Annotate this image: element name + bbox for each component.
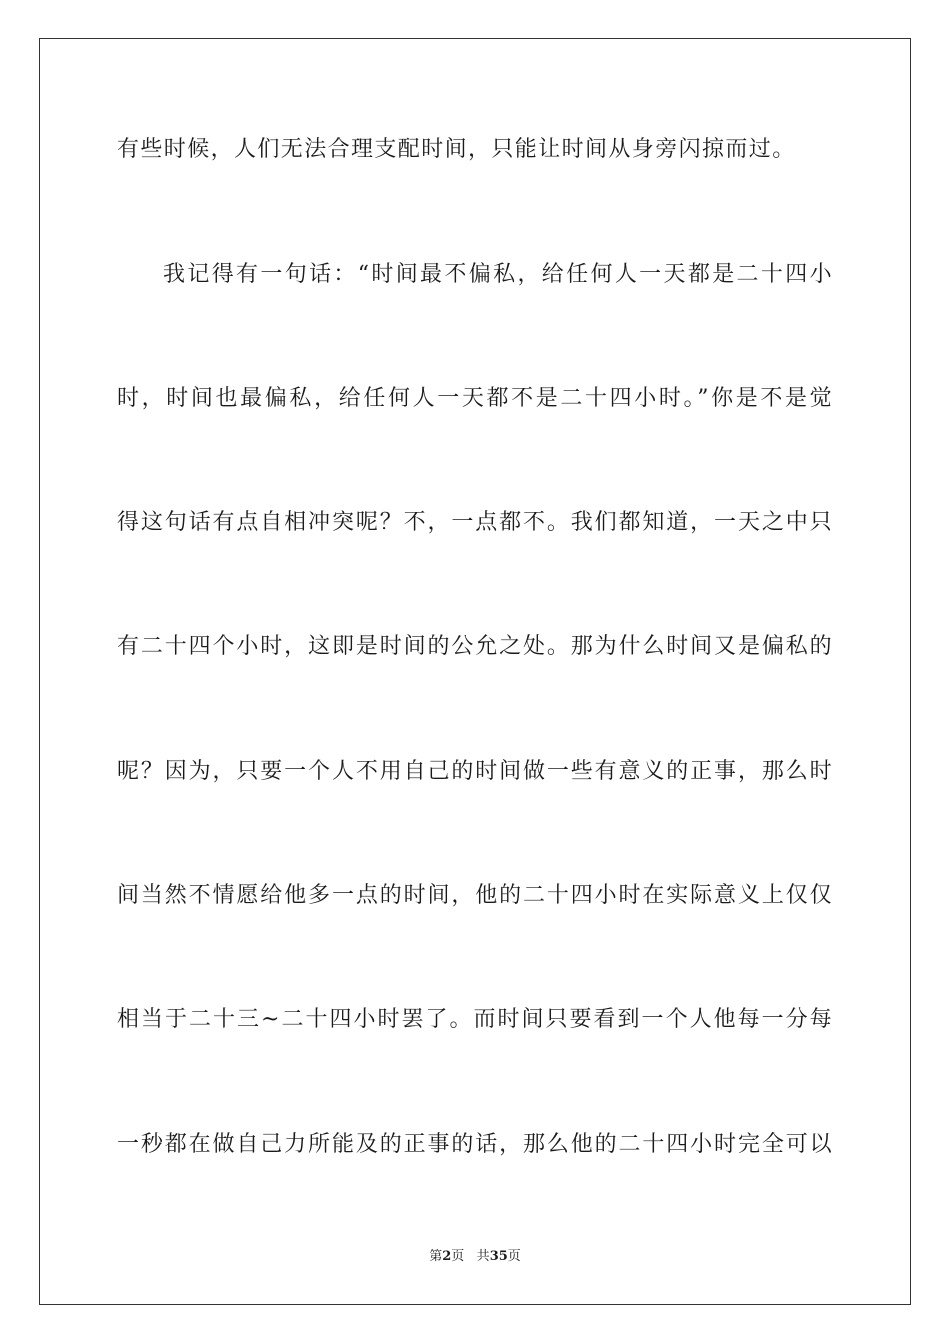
page-border bbox=[39, 38, 911, 1305]
paragraph-line: 间当然不情愿给他多一点的时间，他的二十四小时在实际意义上仅仅 bbox=[117, 883, 833, 908]
paragraph-line: 我记得有一句话：“时间最不偏私，给任何人一天都是二十四小 bbox=[163, 262, 833, 287]
paragraph-line: 相当于二十三~二十四小时罢了。而时间只要看到一个人他每一分每 bbox=[117, 1007, 833, 1032]
page-footer bbox=[0, 1248, 950, 1266]
paragraph-line: 呢？因为，只要一个人不用自己的时间做一些有意义的正事，那么时 bbox=[117, 759, 833, 784]
total-pages: 35 bbox=[489, 1249, 508, 1264]
page-prefix: 第 bbox=[429, 1249, 443, 1264]
paragraph-line: 有二十四个小时，这即是时间的公允之处。那为什么时间又是偏私的 bbox=[117, 634, 833, 659]
page-number: 2 bbox=[442, 1249, 452, 1264]
paragraph-line: 时，时间也最偏私，给任何人一天都不是二十四小时。”你是不是觉 bbox=[117, 386, 833, 411]
paragraph-line: 一秒都在做自己力所能及的正事的话，那么他的二十四小时完全可以 bbox=[117, 1132, 833, 1157]
total-prefix: 共 bbox=[476, 1249, 490, 1264]
total-suffix: 页 bbox=[507, 1249, 521, 1264]
paragraph-line: 有些时候，人们无法合理支配时间，只能让时间从身旁闪掠而过。 bbox=[117, 137, 796, 162]
paragraph-line: 得这句话有点自相冲突呢？不，一点都不。我们都知道，一天之中只 bbox=[117, 510, 833, 535]
page-suffix: 页 bbox=[451, 1249, 465, 1264]
